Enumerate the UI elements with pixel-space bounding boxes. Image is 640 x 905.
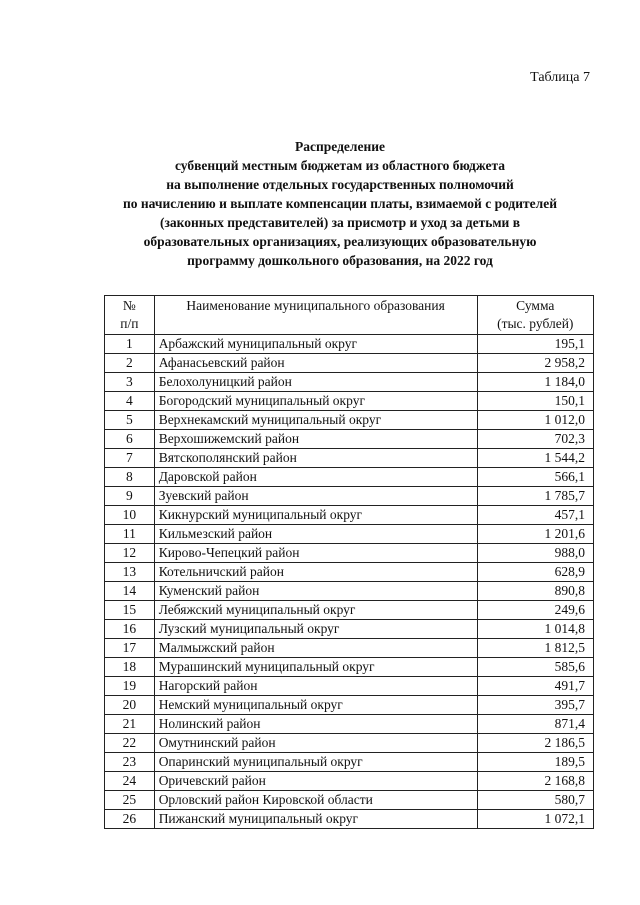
row-name: Богородский муниципальный округ [154, 392, 477, 411]
table-row [105, 525, 594, 544]
table-row [105, 487, 594, 506]
row-sum: 1 184,0 [477, 373, 593, 392]
row-num: 21 [105, 715, 155, 734]
row-sum: 580,7 [477, 791, 593, 810]
table-row [105, 430, 594, 449]
row-sum: 2 168,8 [477, 772, 593, 791]
table-row [105, 354, 594, 373]
row-sum: 988,0 [477, 544, 593, 563]
row-sum: 1 812,5 [477, 639, 593, 658]
table-row [105, 772, 594, 791]
row-num: 13 [105, 563, 155, 582]
row-sum: 585,6 [477, 658, 593, 677]
row-num: 24 [105, 772, 155, 791]
header-num [105, 296, 155, 335]
table-row [105, 582, 594, 601]
table-row [105, 392, 594, 411]
row-num: 18 [105, 658, 155, 677]
row-num: 12 [105, 544, 155, 563]
row-num: 10 [105, 506, 155, 525]
table-row [105, 677, 594, 696]
row-name: Оричевский район [154, 772, 477, 791]
row-num: 25 [105, 791, 155, 810]
row-num: 1 [105, 335, 155, 354]
row-sum: 150,1 [477, 392, 593, 411]
row-num: 22 [105, 734, 155, 753]
row-sum: 628,9 [477, 563, 593, 582]
row-sum: 395,7 [477, 696, 593, 715]
table-row [105, 753, 594, 772]
row-num: 15 [105, 601, 155, 620]
row-name: Опаринский муниципальный округ [154, 753, 477, 772]
row-name: Пижанский муниципальный округ [154, 810, 477, 829]
row-sum: 1 012,0 [477, 411, 593, 430]
row-name: Арбажский муниципальный округ [154, 335, 477, 354]
row-name: Малмыжский район [154, 639, 477, 658]
row-name: Зуевский район [154, 487, 477, 506]
row-name: Немский муниципальный округ [154, 696, 477, 715]
row-num: 16 [105, 620, 155, 639]
table-row [105, 620, 594, 639]
header-sum-line1: Сумма [516, 298, 555, 313]
row-name: Котельничский район [154, 563, 477, 582]
header-name-text: Наименование муниципального образования [186, 298, 445, 313]
header-num-line1: № [122, 298, 136, 313]
row-num: 5 [105, 411, 155, 430]
row-name: Лузский муниципальный округ [154, 620, 477, 639]
row-name: Белохолуницкий район [154, 373, 477, 392]
subvention-table [104, 295, 594, 829]
page-label: Таблица 7 [530, 70, 590, 85]
table-row [105, 715, 594, 734]
table-row [105, 734, 594, 753]
row-sum: 1 544,2 [477, 449, 593, 468]
table-row [105, 658, 594, 677]
table-row [105, 696, 594, 715]
row-sum: 1 785,7 [477, 487, 593, 506]
row-name: Кикнурский муниципальный округ [154, 506, 477, 525]
table-header-row [105, 296, 594, 335]
row-sum: 1 072,1 [477, 810, 593, 829]
row-name: Мурашинский муниципальный округ [154, 658, 477, 677]
row-num: 9 [105, 487, 155, 506]
table-row [105, 601, 594, 620]
table-row [105, 449, 594, 468]
table-row [105, 544, 594, 563]
heading-line: субвенций местным бюджетам из областного бюджета [174, 158, 506, 173]
header-sum-line2: (тыс. рублей) [497, 316, 574, 331]
header-sum [477, 296, 593, 335]
row-name: Даровской район [154, 468, 477, 487]
row-name: Лебяжский муниципальный округ [154, 601, 477, 620]
row-sum: 871,4 [477, 715, 593, 734]
heading-line: на выполнение отдельных государственных полномочий [166, 177, 514, 192]
row-num: 4 [105, 392, 155, 411]
table-row [105, 373, 594, 392]
row-sum: 1 014,8 [477, 620, 593, 639]
row-num: 20 [105, 696, 155, 715]
row-num: 14 [105, 582, 155, 601]
row-num: 11 [105, 525, 155, 544]
row-num: 8 [105, 468, 155, 487]
row-num: 17 [105, 639, 155, 658]
heading-line: программу дошкольного образования, на 2022 год [187, 253, 493, 268]
row-sum: 2 958,2 [477, 354, 593, 373]
row-name: Афанасьевский район [154, 354, 477, 373]
row-num: 23 [105, 753, 155, 772]
table-row [105, 468, 594, 487]
row-name: Вятскополянский район [154, 449, 477, 468]
header-num-line2: п/п [120, 316, 139, 331]
row-num: 7 [105, 449, 155, 468]
heading-line: Распределение [294, 139, 386, 154]
row-name: Нагорский район [154, 677, 477, 696]
row-sum: 457,1 [477, 506, 593, 525]
header-name [154, 296, 477, 335]
table-row [105, 563, 594, 582]
row-num: 3 [105, 373, 155, 392]
table-row [105, 335, 594, 354]
row-num: 19 [105, 677, 155, 696]
row-sum: 491,7 [477, 677, 593, 696]
row-name: Куменский район [154, 582, 477, 601]
row-name: Омутнинский район [154, 734, 477, 753]
table-row [105, 411, 594, 430]
row-sum: 702,3 [477, 430, 593, 449]
table-row [105, 506, 594, 525]
row-num: 6 [105, 430, 155, 449]
row-name: Орловский район Кировской области [154, 791, 477, 810]
row-name: Верхнекамский муниципальный округ [154, 411, 477, 430]
row-sum: 195,1 [477, 335, 593, 354]
heading-line: по начислению и выплате компенсации платы, взимаемой с родителей [122, 196, 558, 211]
document-heading [60, 137, 620, 270]
row-sum: 249,6 [477, 601, 593, 620]
table-row [105, 791, 594, 810]
row-sum: 566,1 [477, 468, 593, 487]
row-num: 26 [105, 810, 155, 829]
row-name: Нолинский район [154, 715, 477, 734]
row-name: Кильмезский район [154, 525, 477, 544]
row-num: 2 [105, 354, 155, 373]
row-sum: 189,5 [477, 753, 593, 772]
table-row [105, 639, 594, 658]
heading-line: (законных представителей) за присмотр и уход за детьми в [160, 215, 520, 230]
row-name: Верхошижемский район [154, 430, 477, 449]
row-sum: 1 201,6 [477, 525, 593, 544]
table-row [105, 810, 594, 829]
heading-line: образовательных организациях, реализующих образовательную [143, 234, 537, 249]
row-name: Кирово-Чепецкий район [154, 544, 477, 563]
row-sum: 2 186,5 [477, 734, 593, 753]
row-sum: 890,8 [477, 582, 593, 601]
